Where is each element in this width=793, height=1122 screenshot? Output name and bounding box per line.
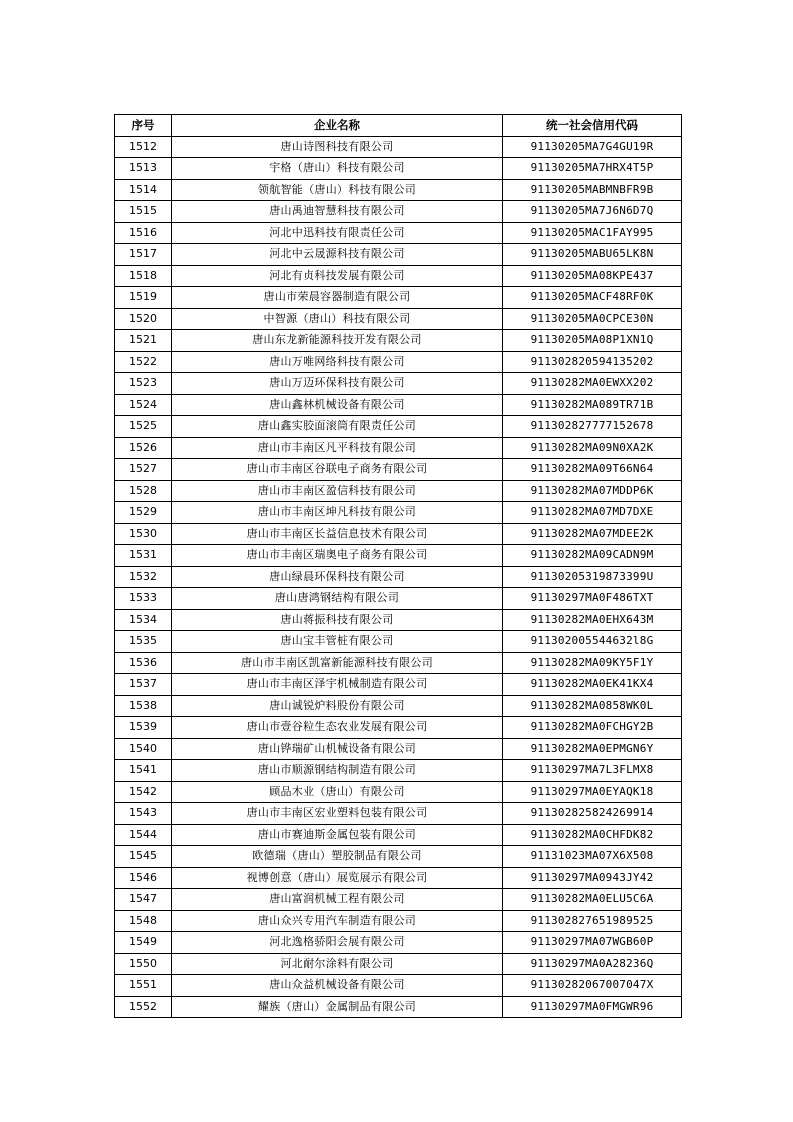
table-row [115,244,682,266]
company-name-cell: 唐山唐鸿钢结构有限公司 [172,588,503,610]
company-name-cell: 耀族（唐山）金属制品有限公司 [172,996,503,1018]
table-row [115,308,682,330]
seq-cell: 1526 [115,437,172,459]
table-row [115,394,682,416]
header-seq: 序号 [115,115,172,137]
table-row [115,330,682,352]
credit-code-cell: 91130297MA0EYAQK18 [503,781,682,803]
credit-code-cell: 91130205MA08P1XN1Q [503,330,682,352]
table-row [115,674,682,696]
company-name-cell: 唐山市丰南区谷联电子商务有限公司 [172,459,503,481]
seq-cell: 1549 [115,932,172,954]
seq-cell: 1548 [115,910,172,932]
table-row [115,846,682,868]
seq-cell: 1521 [115,330,172,352]
table-row [115,502,682,524]
credit-code-cell: 91130282MA09KY5F1Y [503,652,682,674]
table-body [115,136,682,1018]
company-name-cell: 河北中云晟源科技有限公司 [172,244,503,266]
company-name-cell: 唐山市丰南区宏业塑料包装有限公司 [172,803,503,825]
credit-code-cell: 91130282MA0858WK0L [503,695,682,717]
table-row [115,545,682,567]
seq-cell: 1522 [115,351,172,373]
table-row [115,996,682,1018]
table-row [115,588,682,610]
table-row [115,867,682,889]
table-row [115,459,682,481]
table-row [115,179,682,201]
credit-code-cell: 91130282MA09CADN9M [503,545,682,567]
credit-code-cell: 91130297MA0FMGWR96 [503,996,682,1018]
company-name-cell: 唐山市顺源钢结构制造有限公司 [172,760,503,782]
company-name-cell: 唐山诚锐炉料股份有限公司 [172,695,503,717]
seq-cell: 1537 [115,674,172,696]
company-name-cell: 唐山鑫林机械设备有限公司 [172,394,503,416]
credit-code-cell: 91130282MA07MDEE2K [503,523,682,545]
table-row [115,781,682,803]
table-row [115,351,682,373]
company-table [114,114,682,1018]
company-name-cell: 唐山万迈环保科技有限公司 [172,373,503,395]
company-name-cell: 唐山市丰南区坤凡科技有限公司 [172,502,503,524]
seq-cell: 1552 [115,996,172,1018]
table-row [115,760,682,782]
company-name-cell: 中智源（唐山）科技有限公司 [172,308,503,330]
credit-code-cell: 91130282MA0EPMGN6Y [503,738,682,760]
table-row [115,738,682,760]
company-name-cell: 唐山万唯网络科技有限公司 [172,351,503,373]
credit-code-cell: 91130282MA09T66N64 [503,459,682,481]
company-name-cell: 唐山市壹谷粒生态农业发展有限公司 [172,717,503,739]
table-row [115,824,682,846]
credit-code-cell: 911302005544632l8G [503,631,682,653]
credit-code-cell: 911302827651989525 [503,910,682,932]
credit-code-cell: 911302825824269914 [503,803,682,825]
company-name-cell: 欧德瑞（唐山）塑胶制品有限公司 [172,846,503,868]
company-name-cell: 唐山市丰南区凡平科技有限公司 [172,437,503,459]
seq-cell: 1532 [115,566,172,588]
seq-cell: 1512 [115,136,172,158]
table-row [115,910,682,932]
table-row [115,566,682,588]
seq-cell: 1551 [115,975,172,997]
seq-cell: 1541 [115,760,172,782]
credit-code-cell: 91130297MA0943JY42 [503,867,682,889]
seq-cell: 1540 [115,738,172,760]
seq-cell: 1534 [115,609,172,631]
company-name-cell: 唐山富润机械工程有限公司 [172,889,503,911]
table-row [115,158,682,180]
table-row [115,803,682,825]
credit-code-cell: 911302820594135202 [503,351,682,373]
company-name-cell: 唐山绿晨环保科技有限公司 [172,566,503,588]
company-name-cell: 唐山市丰南区长益信息技术有限公司 [172,523,503,545]
table-row [115,717,682,739]
seq-cell: 1529 [115,502,172,524]
table-row [115,265,682,287]
credit-code-cell: 91130205MAC1FAY995 [503,222,682,244]
seq-cell: 1514 [115,179,172,201]
credit-code-cell: 911302820670070​47X [503,975,682,997]
credit-code-cell: 91130282MA0EK41KX4 [503,674,682,696]
credit-code-cell: 91130282MA0EHX643M [503,609,682,631]
table-row [115,373,682,395]
company-name-cell: 唐山市丰南区凯富新能源科技有限公司 [172,652,503,674]
table-row [115,136,682,158]
company-name-cell: 唐山蒋振科技有限公司 [172,609,503,631]
seq-cell: 1516 [115,222,172,244]
seq-cell: 1539 [115,717,172,739]
seq-cell: 1538 [115,695,172,717]
company-name-cell: 河北中迅科技有限责任公司 [172,222,503,244]
company-name-cell: 唐山众兴专用汽车制造有限公司 [172,910,503,932]
seq-cell: 1542 [115,781,172,803]
seq-cell: 1523 [115,373,172,395]
seq-cell: 1533 [115,588,172,610]
credit-code-cell: 91130282MA07MD7DXE [503,502,682,524]
company-name-cell: 河北逸格骄阳会展有限公司 [172,932,503,954]
table-row [115,631,682,653]
table-row [115,609,682,631]
credit-code-cell: 91130282MA0FCHGY2B [503,717,682,739]
seq-cell: 1515 [115,201,172,223]
company-name-cell: 唐山众益机械设备有限公司 [172,975,503,997]
company-name-cell: 唐山宝丰管桩有限公司 [172,631,503,653]
credit-code-cell: 91130205MACF48RF0K [503,287,682,309]
table-row [115,932,682,954]
seq-cell: 1531 [115,545,172,567]
credit-code-cell: 91130205MA0CPCE30N [503,308,682,330]
credit-code-cell: 91131023MA07X6X508 [503,846,682,868]
table-row [115,287,682,309]
table-header-row [115,115,682,137]
header-company-name: 企业名称 [172,115,503,137]
table-row [115,975,682,997]
credit-code-cell: 91130282MA09N0XA2K [503,437,682,459]
credit-code-cell: 91130282MA0EWXX202 [503,373,682,395]
company-name-cell: 唐山东龙新能源科技开发有限公司 [172,330,503,352]
company-name-cell: 视博创意（唐山）展览展示有限公司 [172,867,503,889]
company-name-cell: 唐山诗图科技有限公司 [172,136,503,158]
table-row [115,480,682,502]
company-name-cell: 唐山市丰南区盈信科技有限公司 [172,480,503,502]
seq-cell: 1530 [115,523,172,545]
company-name-cell: 唐山市荣晨容器制造有限公司 [172,287,503,309]
company-name-cell: 唐山市赛迪斯金属包装有限公司 [172,824,503,846]
seq-cell: 1547 [115,889,172,911]
seq-cell: 1550 [115,953,172,975]
seq-cell: 1517 [115,244,172,266]
credit-code-cell: 91130297MA7L3FLMX8 [503,760,682,782]
credit-code-cell: 91130205MA7HRX4T5P [503,158,682,180]
table-row [115,523,682,545]
seq-cell: 1528 [115,480,172,502]
credit-code-cell: 911302827777152678 [503,416,682,438]
company-name-cell: 唐山禹迪智慧科技有限公司 [172,201,503,223]
table-row [115,652,682,674]
credit-code-cell: 91130205MA7G4GU19R [503,136,682,158]
seq-cell: 1527 [115,459,172,481]
table-row [115,695,682,717]
table-row [115,889,682,911]
header-credit-code: 统一社会信用代码 [503,115,682,137]
credit-code-cell: 91130205MABU65LK8N [503,244,682,266]
credit-code-cell: 91130297MA07WGB60P [503,932,682,954]
table-row [115,222,682,244]
credit-code-cell: 91130205319873399U [503,566,682,588]
credit-code-cell: 91130297MA0F486TXT [503,588,682,610]
table-row [115,201,682,223]
credit-code-cell: 91130282MA0CHFDK82 [503,824,682,846]
credit-code-cell: 91130205MA7J6N6D7Q [503,201,682,223]
seq-cell: 1536 [115,652,172,674]
company-name-cell: 唐山铧瑞矿山机械设备有限公司 [172,738,503,760]
credit-code-cell: 91130282MA07MDDP6K [503,480,682,502]
seq-cell: 1519 [115,287,172,309]
company-name-cell: 顾品木业（唐山）有限公司 [172,781,503,803]
seq-cell: 1543 [115,803,172,825]
company-name-cell: 唐山市丰南区瑞奥电子商务有限公司 [172,545,503,567]
credit-code-cell: 91130282MA0ELU5C6A [503,889,682,911]
seq-cell: 1535 [115,631,172,653]
company-name-cell: 宇格（唐山）科技有限公司 [172,158,503,180]
company-name-cell: 唐山鑫实胶面滚筒有限责任公司 [172,416,503,438]
company-name-cell: 唐山市丰南区泽宇机械制造有限公司 [172,674,503,696]
credit-code-cell: 91130205MA08KPE437 [503,265,682,287]
seq-cell: 1525 [115,416,172,438]
table-row [115,416,682,438]
credit-code-cell: 91130205MABMNBFR9B [503,179,682,201]
seq-cell: 1524 [115,394,172,416]
seq-cell: 1546 [115,867,172,889]
table-row [115,437,682,459]
company-name-cell: 领航智能（唐山）科技有限公司 [172,179,503,201]
credit-code-cell: 91130282MA089TR71B [503,394,682,416]
company-name-cell: 河北有贞科技发展有限公司 [172,265,503,287]
seq-cell: 1520 [115,308,172,330]
company-name-cell: 河北耐尔涂料有限公司 [172,953,503,975]
credit-code-cell: 91130297MA0A28236Q [503,953,682,975]
table-row [115,953,682,975]
seq-cell: 1513 [115,158,172,180]
seq-cell: 1518 [115,265,172,287]
seq-cell: 1544 [115,824,172,846]
seq-cell: 1545 [115,846,172,868]
